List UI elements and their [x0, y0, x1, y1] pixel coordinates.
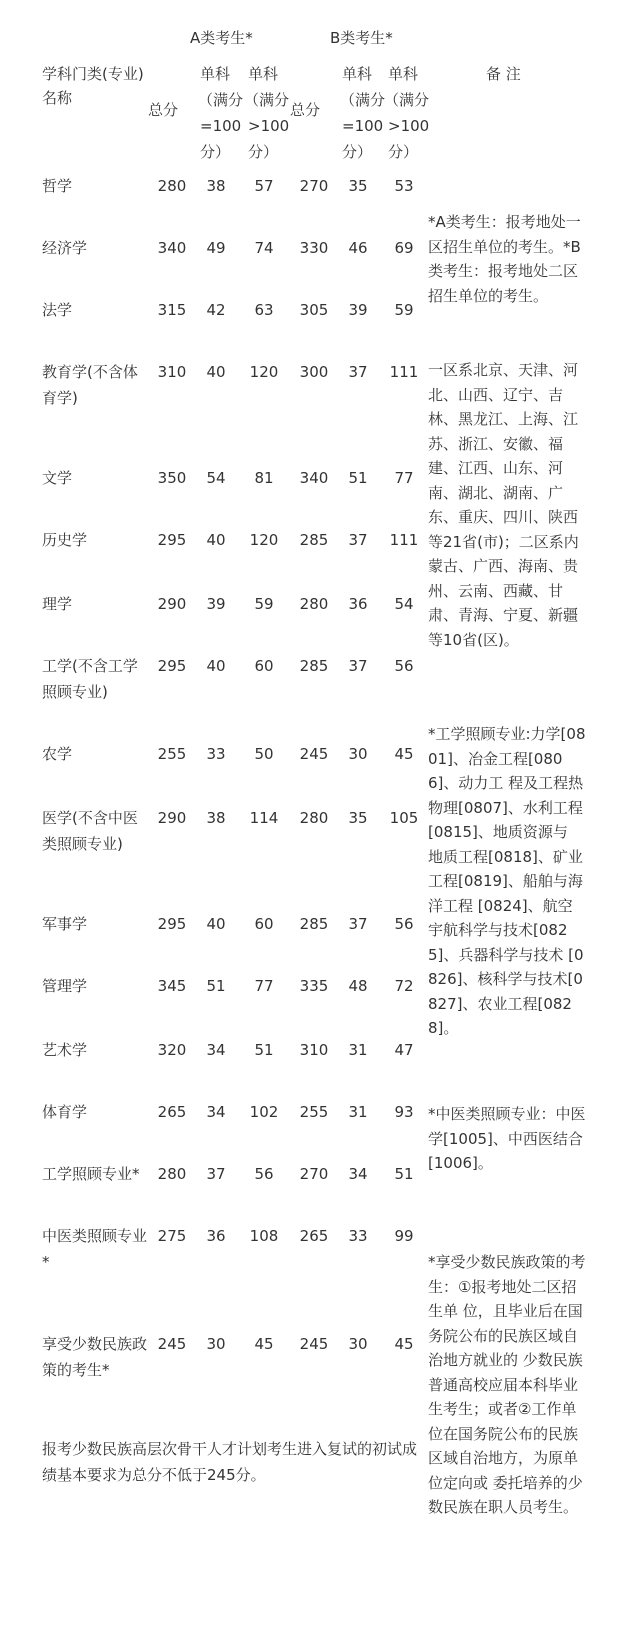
score-b-s2: 69 — [394, 239, 414, 257]
score-a-s2: 108 — [249, 1227, 279, 1245]
score-b-total: 245 — [299, 745, 329, 763]
score-a-total: 290 — [157, 809, 187, 827]
score-a-s1: 34 — [206, 1041, 226, 1059]
subject-header-line2: 名称 — [42, 89, 73, 107]
score-a-s1: 36 — [206, 1227, 226, 1245]
score-b-s1: 39 — [348, 301, 368, 319]
score-a-s1: 40 — [206, 363, 226, 381]
subject-name: 理学 — [42, 595, 73, 613]
score-b-s2: 105 — [389, 809, 419, 827]
score-b-s2: 59 — [394, 301, 414, 319]
score-b-s2: 45 — [394, 745, 414, 763]
score-a-s2: 81 — [254, 469, 274, 487]
subject-name: 军事学 — [42, 915, 88, 933]
score-a-total: 350 — [157, 469, 187, 487]
score-b-s1: 30 — [348, 745, 368, 763]
score-a-total: 295 — [157, 531, 187, 549]
score-b-s1: 34 — [348, 1165, 368, 1183]
subject-name: 农学 — [42, 745, 73, 763]
subject-name: 享受少数民族政策的考生* — [42, 1335, 148, 1379]
subject-name: 法学 — [42, 301, 73, 319]
score-b-s2: 93 — [394, 1103, 414, 1121]
score-b-s1: 37 — [348, 915, 368, 933]
score-b-total: 285 — [299, 657, 329, 675]
score-b-total: 255 — [299, 1103, 329, 1121]
score-a-total: 345 — [157, 977, 187, 995]
score-a-s2: 50 — [254, 745, 274, 763]
score-b-s1: 35 — [348, 177, 368, 195]
score-a-s1: 39 — [206, 595, 226, 613]
score-b-s2: 99 — [394, 1227, 414, 1245]
score-a-total: 275 — [157, 1227, 187, 1245]
score-b-s1: 48 — [348, 977, 368, 995]
score-a-s2: 120 — [249, 363, 279, 381]
score-a-total: 315 — [157, 301, 187, 319]
subject-header-line1: 学科门类(专业) — [42, 65, 144, 83]
score-a-s2: 63 — [254, 301, 274, 319]
subject-name: 中医类照顾专业* — [42, 1227, 148, 1271]
score-a-s2: 114 — [249, 809, 279, 827]
score-b-total: 285 — [299, 531, 329, 549]
score-b-total: 330 — [299, 239, 329, 257]
score-b-s2: 54 — [394, 595, 414, 613]
score-b-s2: 111 — [389, 363, 419, 381]
subject-name: 文学 — [42, 469, 73, 487]
score-a-s2: 120 — [249, 531, 279, 549]
score-a-s2: 45 — [254, 1335, 274, 1353]
score-a-s1: 34 — [206, 1103, 226, 1121]
a-total-header: 总分 — [148, 101, 179, 119]
score-a-s1: 40 — [206, 531, 226, 549]
score-b-s1: 51 — [348, 469, 368, 487]
score-b-total: 270 — [299, 1165, 329, 1183]
note-ab-categories: *A类考生：报考地处一区招生单位的考生。*B类考生：报考地处二区招生单位的考生。 — [428, 213, 581, 305]
score-b-total: 305 — [299, 301, 329, 319]
score-a-s1: 40 — [206, 657, 226, 675]
subject-name: 哲学 — [42, 177, 73, 195]
score-a-total: 290 — [157, 595, 187, 613]
score-a-s1: 40 — [206, 915, 226, 933]
score-a-s1: 51 — [206, 977, 226, 995]
score-b-s1: 31 — [348, 1103, 368, 1121]
subject-name: 教育学(不含体育学) — [42, 363, 138, 407]
score-a-s2: 56 — [254, 1165, 274, 1183]
score-a-total: 340 — [157, 239, 187, 257]
score-b-s2: 72 — [394, 977, 414, 995]
score-a-total: 280 — [157, 1165, 187, 1183]
score-b-s1: 36 — [348, 595, 368, 613]
score-a-s2: 59 — [254, 595, 274, 613]
score-a-total: 320 — [157, 1041, 187, 1059]
score-a-s2: 57 — [254, 177, 274, 195]
score-b-total: 285 — [299, 915, 329, 933]
note-regions: 一区系北京、天津、河北、山西、辽宁、吉林、黑龙江、上海、江苏、浙江、安徽、福建、江西、山东、河南、湖北、湖南、广东、重庆、四川、陕西等21省(市)；二区系内蒙古、广西、海南、贵州、云南、西藏、甘肃、青海、宁夏、新疆等10省(区)。 — [428, 361, 579, 649]
group-a-header: A类考生* — [190, 29, 253, 47]
score-a-s2: 60 — [254, 657, 274, 675]
score-b-s2: 51 — [394, 1165, 414, 1183]
score-a-s1: 30 — [206, 1335, 226, 1353]
score-b-total: 300 — [299, 363, 329, 381]
score-b-s1: 37 — [348, 531, 368, 549]
score-b-s2: 111 — [389, 531, 419, 549]
score-b-s1: 46 — [348, 239, 368, 257]
score-a-s1: 38 — [206, 177, 226, 195]
note-engineering-care: *工学照顾专业:力学[0801]、冶金工程[0806]、动力工 程及工程热物理[0807]、水利工程[0815]、地质资源与 地质工程[0818]、矿业工程[0819]、船舶与海洋工程 [0824]、航空宇航科学与技术[0825]、兵器科学与技术 [0826]、核科学与技术[0827]、农业工程[0828]。 — [428, 725, 586, 1037]
score-b-s2: 47 — [394, 1041, 414, 1059]
score-b-total: 310 — [299, 1041, 329, 1059]
subject-name: 管理学 — [42, 977, 88, 995]
score-b-s2: 56 — [394, 657, 414, 675]
score-b-total: 265 — [299, 1227, 329, 1245]
subject-name: 历史学 — [42, 531, 88, 549]
score-b-s2: 53 — [394, 177, 414, 195]
score-a-total: 245 — [157, 1335, 187, 1353]
score-a-total: 265 — [157, 1103, 187, 1121]
score-b-total: 335 — [299, 977, 329, 995]
score-b-s2: 77 — [394, 469, 414, 487]
score-a-total: 295 — [157, 657, 187, 675]
score-a-s2: 102 — [249, 1103, 279, 1121]
score-a-s2: 60 — [254, 915, 274, 933]
score-a-s2: 77 — [254, 977, 274, 995]
score-a-s1: 54 — [206, 469, 226, 487]
score-a-s1: 33 — [206, 745, 226, 763]
score-b-s1: 30 — [348, 1335, 368, 1353]
score-b-s1: 31 — [348, 1041, 368, 1059]
remarks-header: 备 注 — [486, 65, 521, 83]
note-minority-policy: *享受少数民族政策的考生：①报考地处二区招生单 位，且毕业后在国务院公布的民族区域自治地方就业的 少数民族普通高校应届本科毕业生考生；或者②工作单位在国务院公布的民族区域自治地方，为原单位定向或 委托培养的少数民族在职人员考生。 — [428, 1253, 586, 1516]
footer-note: 报考少数民族高层次骨干人才计划考生进入复试的初试成绩基本要求为总分不低于245分。 — [42, 1440, 418, 1484]
score-a-s2: 51 — [254, 1041, 274, 1059]
score-b-s1: 37 — [348, 657, 368, 675]
score-b-s1: 33 — [348, 1227, 368, 1245]
score-b-s2: 56 — [394, 915, 414, 933]
subject-name: 工学(不含工学照顾专业) — [42, 657, 138, 701]
subject-name: 医学(不含中医类照顾专业) — [42, 809, 138, 853]
score-b-s2: 45 — [394, 1335, 414, 1353]
score-a-s1: 38 — [206, 809, 226, 827]
score-b-total: 270 — [299, 177, 329, 195]
subject-name: 经济学 — [42, 239, 88, 257]
score-a-s2: 74 — [254, 239, 274, 257]
group-b-header: B类考生* — [330, 29, 393, 47]
note-tcm-care: *中医类照顾专业：中医学[1005]、中西医结合[1006]。 — [428, 1105, 586, 1172]
score-a-total: 255 — [157, 745, 187, 763]
score-a-s1: 37 — [206, 1165, 226, 1183]
subject-name: 体育学 — [42, 1103, 88, 1121]
score-b-total: 280 — [299, 809, 329, 827]
score-a-total: 280 — [157, 177, 187, 195]
score-b-s1: 35 — [348, 809, 368, 827]
b-total-header: 总分 — [290, 101, 321, 119]
score-b-s1: 37 — [348, 363, 368, 381]
score-a-s1: 42 — [206, 301, 226, 319]
score-a-total: 295 — [157, 915, 187, 933]
subject-name: 艺术学 — [42, 1041, 88, 1059]
score-a-s1: 49 — [206, 239, 226, 257]
score-b-total: 245 — [299, 1335, 329, 1353]
score-b-total: 340 — [299, 469, 329, 487]
score-a-total: 310 — [157, 363, 187, 381]
score-b-total: 280 — [299, 595, 329, 613]
subject-name: 工学照顾专业* — [42, 1165, 140, 1183]
